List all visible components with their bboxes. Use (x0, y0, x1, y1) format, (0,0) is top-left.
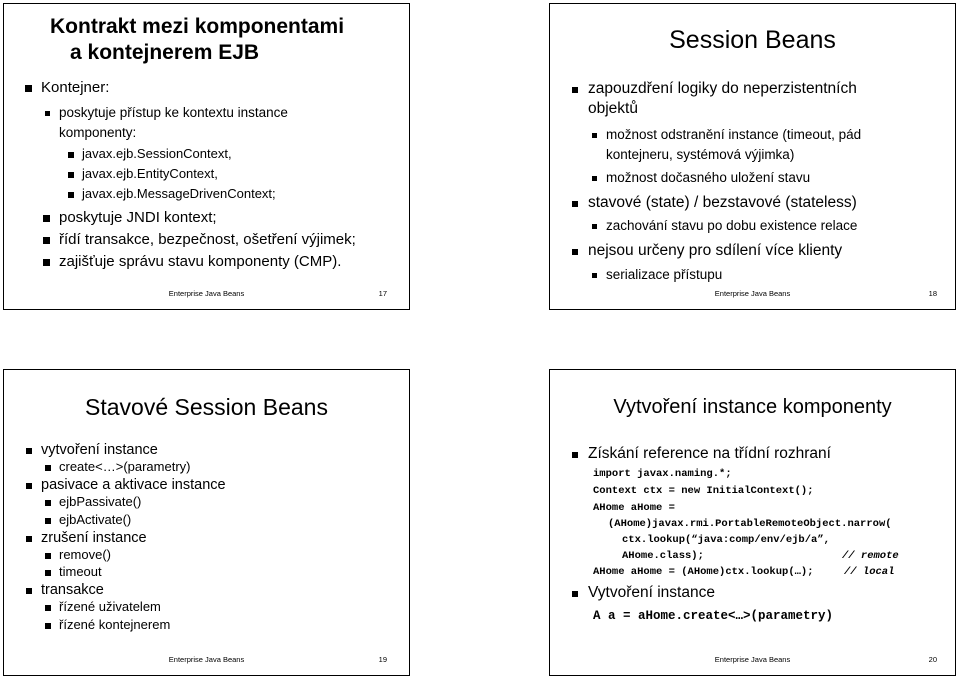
code-line: AHome.class); (622, 550, 704, 562)
bullet-item: pasivace a aktivace instance (41, 477, 226, 494)
page-number: 20 (928, 655, 937, 664)
bullet-item: vytvoření instance (41, 442, 158, 459)
bullet-square-icon (68, 172, 73, 177)
bullet-square-icon (592, 176, 598, 182)
bullet-item: serializace přístupu (606, 267, 722, 283)
code-line: AHome aHome = (AHome)ctx.lookup(…); (593, 566, 814, 578)
code-comment: // remote (842, 550, 899, 562)
bullet-item: remove() (59, 548, 111, 563)
bullet-item: ejbActivate() (59, 513, 131, 528)
bullet-square-icon (45, 518, 50, 523)
footer-title: Enterprise Java Beans (168, 655, 245, 664)
code-line: AHome aHome = (593, 502, 675, 514)
bullet-square-icon (572, 87, 579, 94)
bullet-item: Vytvoření instance (588, 584, 715, 602)
bullet-item: možnost odstranění instance (timeout, pád (606, 127, 861, 143)
slide-title: Vytvoření instance komponenty (613, 396, 892, 418)
bullet-square-icon (26, 536, 32, 542)
slide-18 (549, 3, 956, 310)
bullet-square-icon (43, 215, 49, 221)
bullet-square-icon (26, 483, 32, 489)
bullet-square-icon (592, 224, 598, 230)
bullet-text-continued: kontejneru, systémová výjimka) (606, 147, 795, 162)
bullet-text-continued: komponenty: (59, 125, 137, 140)
bullet-item: Získání reference na třídní rozhraní (588, 445, 831, 463)
bullet-square-icon (45, 500, 50, 505)
bullet-square-icon (45, 111, 51, 117)
bullet-item: poskytuje přístup ke kontextu instance (59, 105, 288, 121)
bullet-square-icon (43, 237, 49, 243)
bullet-square-icon (45, 465, 50, 470)
bullet-square-icon (592, 273, 598, 279)
bullet-item: řídí transakce, bezpečnost, ošetření výjimek; (59, 231, 356, 248)
bullet-item: timeout (59, 565, 102, 580)
bullet-item: transakce (41, 582, 104, 599)
bullet-item: poskytuje JNDI kontext; (59, 209, 217, 226)
slide-17 (3, 3, 410, 310)
slide-title: Session Beans (669, 26, 836, 54)
slide-footer (4, 289, 409, 303)
bullet-item: řízené kontejnerem (59, 618, 170, 633)
bullet-square-icon (572, 591, 579, 598)
slide-footer (550, 655, 955, 669)
page-number: 17 (378, 289, 387, 298)
page-number: 19 (378, 655, 387, 664)
bullet-square-icon (43, 259, 49, 265)
bullet-item: javax.ejb.SessionContext, (82, 147, 232, 162)
code-line: ctx.lookup(“java:comp/env/ejb/a”, (622, 534, 830, 546)
bullet-item: zrušení instance (41, 530, 147, 547)
bullet-item: Kontejner: (41, 79, 109, 96)
code-line: import javax.naming.*; (593, 468, 732, 480)
code-comment: // local (844, 566, 895, 578)
slide-19 (3, 369, 410, 676)
bullet-square-icon (592, 133, 598, 139)
footer-title: Enterprise Java Beans (714, 289, 791, 298)
slide-footer (4, 655, 409, 669)
page-number: 18 (928, 289, 937, 298)
slide-footer (550, 289, 955, 303)
title-line-1: Kontrakt mezi komponentami (50, 15, 345, 38)
bullet-item: zajišťuje správu stavu komponenty (CMP). (59, 253, 341, 270)
code-line: (AHome)javax.rmi.PortableRemoteObject.narrow( (608, 518, 892, 530)
code-line: A a = aHome.create<…>(parametry) (593, 609, 834, 623)
slide-title: Stavové Session Beans (85, 394, 328, 420)
bullet-item: řízené uživatelem (59, 600, 161, 615)
slide-title (50, 14, 409, 67)
bullet-square-icon (68, 152, 73, 157)
bullet-item: možnost dočasného uložení stavu (606, 170, 810, 186)
bullet-square-icon (25, 85, 31, 91)
bullet-text-continued: objektů (588, 100, 638, 117)
bullet-square-icon (45, 553, 50, 558)
bullet-square-icon (572, 452, 579, 459)
slide-20 (549, 369, 956, 676)
bullet-item: stavové (state) / bezstavové (stateless) (588, 194, 857, 212)
bullet-square-icon (45, 570, 50, 575)
bullet-item: zachování stavu po dobu existence relace (606, 218, 857, 234)
bullet-square-icon (68, 192, 73, 197)
bullet-item: create<…>(parametry) (59, 460, 191, 475)
code-line: Context ctx = new InitialContext(); (593, 485, 814, 497)
bullet-square-icon (26, 588, 32, 594)
title-line-2: a kontejnerem EJB (70, 41, 260, 65)
bullet-square-icon (572, 201, 579, 208)
bullet-item: zapouzdření logiky do neperzistentních (588, 80, 857, 98)
bullet-item: javax.ejb.EntityContext, (82, 167, 218, 182)
bullet-square-icon (45, 605, 50, 610)
bullet-item: nejsou určeny pro sdílení více klienty (588, 242, 842, 260)
bullet-item: ejbPassivate() (59, 495, 141, 510)
bullet-item: javax.ejb.MessageDrivenContext; (82, 187, 276, 202)
bullet-square-icon (45, 623, 50, 628)
footer-title: Enterprise Java Beans (714, 655, 791, 664)
bullet-square-icon (572, 249, 579, 256)
footer-title: Enterprise Java Beans (168, 289, 245, 298)
bullet-square-icon (26, 448, 32, 454)
